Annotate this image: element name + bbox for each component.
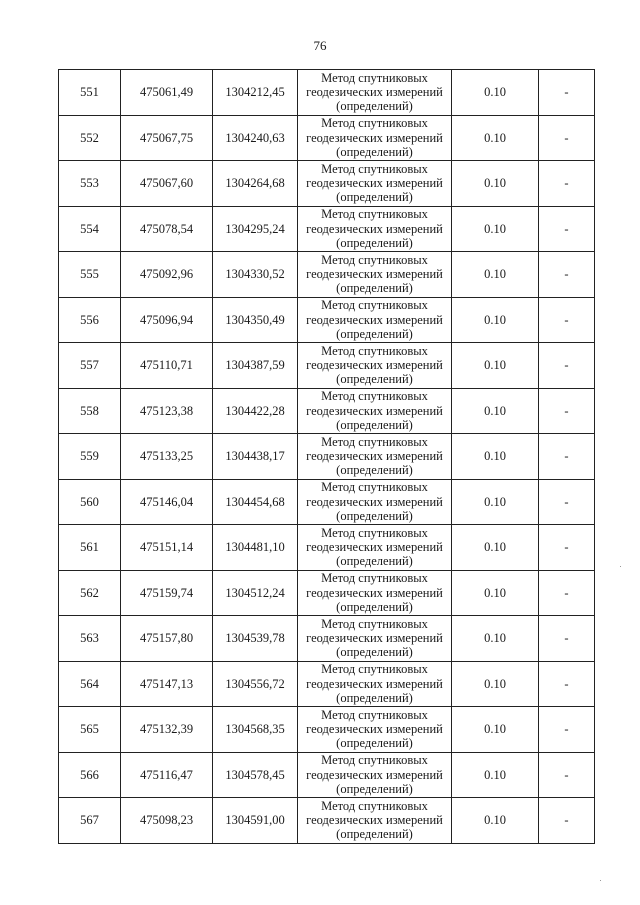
method-text-line: геодезических измерений <box>306 176 443 191</box>
accuracy-cell: 0.10 <box>452 707 539 753</box>
x-coordinate-cell: 475098,23 <box>121 798 213 844</box>
method-cell <box>298 707 452 753</box>
point-number-cell: 555 <box>59 252 121 298</box>
method-text-line: геодезических измерений <box>306 403 443 418</box>
method-text-line: Метод спутниковых <box>321 343 428 358</box>
method-cell <box>298 479 452 525</box>
method-text-line: (определений) <box>336 690 413 705</box>
method-text-line: (определений) <box>336 463 413 478</box>
point-number-cell: 553 <box>59 161 121 207</box>
dash-cell: - <box>539 206 595 252</box>
x-coordinate-cell: 475147,13 <box>121 661 213 707</box>
table-row <box>59 388 595 434</box>
method-text-line: геодезических измерений <box>306 676 443 691</box>
dash-cell: - <box>539 616 595 662</box>
method-text-line: Метод спутниковых <box>321 571 428 586</box>
method-cell <box>298 616 452 662</box>
method-text-line: геодезических измерений <box>306 585 443 600</box>
method-text-line: геодезических измерений <box>306 494 443 509</box>
page-number: 76 <box>313 38 327 53</box>
method-text-line: (определений) <box>336 417 413 432</box>
accuracy-cell: 0.10 <box>452 252 539 298</box>
coordinates-table <box>58 69 595 844</box>
scan-speck <box>620 566 621 567</box>
x-coordinate-cell: 475067,60 <box>121 161 213 207</box>
method-text-line: Метод спутниковых <box>321 753 428 768</box>
method-text-line: (определений) <box>336 144 413 159</box>
point-number-cell: 557 <box>59 343 121 389</box>
method-text-line: геодезических измерений <box>306 130 443 145</box>
table-row <box>59 252 595 298</box>
y-coordinate-cell: 1304591,00 <box>213 798 298 844</box>
dash-cell: - <box>539 297 595 343</box>
dash-cell: - <box>539 434 595 480</box>
method-cell <box>298 661 452 707</box>
method-cell <box>298 70 452 116</box>
table-row <box>59 343 595 389</box>
dash-cell: - <box>539 115 595 161</box>
table-row <box>59 661 595 707</box>
point-number-cell: 556 <box>59 297 121 343</box>
y-coordinate-cell: 1304438,17 <box>213 434 298 480</box>
method-text-line: геодезических измерений <box>306 358 443 373</box>
table-row <box>59 206 595 252</box>
method-text-line: геодезических измерений <box>306 267 443 282</box>
accuracy-cell: 0.10 <box>452 70 539 116</box>
y-coordinate-cell: 1304568,35 <box>213 707 298 753</box>
table-row <box>59 70 595 116</box>
scan-speck <box>600 880 601 881</box>
dash-cell: - <box>539 707 595 753</box>
dash-cell: - <box>539 525 595 571</box>
accuracy-cell: 0.10 <box>452 115 539 161</box>
accuracy-cell: 0.10 <box>452 161 539 207</box>
method-text-line: Метод спутниковых <box>321 434 428 449</box>
accuracy-cell: 0.10 <box>452 616 539 662</box>
x-coordinate-cell: 475116,47 <box>121 752 213 798</box>
method-text-line: Метод спутниковых <box>321 707 428 722</box>
y-coordinate-cell: 1304264,68 <box>213 161 298 207</box>
method-text-line: геодезических измерений <box>306 722 443 737</box>
coordinates-table-body <box>59 70 595 844</box>
method-text-line: Метод спутниковых <box>321 616 428 631</box>
x-coordinate-cell: 475067,75 <box>121 115 213 161</box>
method-text-line: Метод спутниковых <box>321 70 428 85</box>
y-coordinate-cell: 1304330,52 <box>213 252 298 298</box>
y-coordinate-cell: 1304240,63 <box>213 115 298 161</box>
accuracy-cell: 0.10 <box>452 388 539 434</box>
method-text-line: Метод спутниковых <box>321 525 428 540</box>
method-text-line: (определений) <box>336 508 413 523</box>
point-number-cell: 565 <box>59 707 121 753</box>
y-coordinate-cell: 1304212,45 <box>213 70 298 116</box>
point-number-cell: 552 <box>59 115 121 161</box>
y-coordinate-cell: 1304481,10 <box>213 525 298 571</box>
point-number-cell: 566 <box>59 752 121 798</box>
table-row <box>59 297 595 343</box>
dash-cell: - <box>539 388 595 434</box>
point-number-cell: 554 <box>59 206 121 252</box>
accuracy-cell: 0.10 <box>452 479 539 525</box>
method-text-line: Метод спутниковых <box>321 662 428 677</box>
y-coordinate-cell: 1304350,49 <box>213 297 298 343</box>
x-coordinate-cell: 475123,38 <box>121 388 213 434</box>
method-cell <box>298 161 452 207</box>
x-coordinate-cell: 475146,04 <box>121 479 213 525</box>
method-text-line: (определений) <box>336 190 413 205</box>
table-row <box>59 752 595 798</box>
x-coordinate-cell: 475133,25 <box>121 434 213 480</box>
x-coordinate-cell: 475078,54 <box>121 206 213 252</box>
method-cell <box>298 206 452 252</box>
dash-cell: - <box>539 661 595 707</box>
x-coordinate-cell: 475061,49 <box>121 70 213 116</box>
y-coordinate-cell: 1304539,78 <box>213 616 298 662</box>
method-text-line: Метод спутниковых <box>321 298 428 313</box>
method-text-line: (определений) <box>336 326 413 341</box>
method-cell <box>298 525 452 571</box>
x-coordinate-cell: 475096,94 <box>121 297 213 343</box>
y-coordinate-cell: 1304295,24 <box>213 206 298 252</box>
point-number-cell: 564 <box>59 661 121 707</box>
point-number-cell: 561 <box>59 525 121 571</box>
x-coordinate-cell: 475159,74 <box>121 570 213 616</box>
method-text-line: (определений) <box>336 235 413 250</box>
method-text-line: геодезических измерений <box>306 221 443 236</box>
y-coordinate-cell: 1304387,59 <box>213 343 298 389</box>
method-text-line: (определений) <box>336 599 413 614</box>
table-row <box>59 616 595 662</box>
method-text-line: геодезических измерений <box>306 767 443 782</box>
table-row <box>59 115 595 161</box>
method-text-line: геодезических измерений <box>306 540 443 555</box>
method-text-line: (определений) <box>336 554 413 569</box>
x-coordinate-cell: 475110,71 <box>121 343 213 389</box>
method-text-line: геодезических измерений <box>306 312 443 327</box>
dash-cell: - <box>539 479 595 525</box>
x-coordinate-cell: 475132,39 <box>121 707 213 753</box>
method-text-line: Метод спутниковых <box>321 207 428 222</box>
table-row <box>59 434 595 480</box>
point-number-cell: 560 <box>59 479 121 525</box>
dash-cell: - <box>539 252 595 298</box>
method-text-line: Метод спутниковых <box>321 798 428 813</box>
method-text-line: (определений) <box>336 372 413 387</box>
x-coordinate-cell: 475151,14 <box>121 525 213 571</box>
y-coordinate-cell: 1304578,45 <box>213 752 298 798</box>
method-text-line: Метод спутниковых <box>321 389 428 404</box>
table-row <box>59 570 595 616</box>
table-row <box>59 798 595 844</box>
dash-cell: - <box>539 161 595 207</box>
point-number-cell: 563 <box>59 616 121 662</box>
accuracy-cell: 0.10 <box>452 206 539 252</box>
accuracy-cell: 0.10 <box>452 570 539 616</box>
method-cell <box>298 798 452 844</box>
dash-cell: - <box>539 798 595 844</box>
method-cell <box>298 115 452 161</box>
point-number-cell: 558 <box>59 388 121 434</box>
dash-cell: - <box>539 570 595 616</box>
point-number-cell: 551 <box>59 70 121 116</box>
accuracy-cell: 0.10 <box>452 434 539 480</box>
point-number-cell: 562 <box>59 570 121 616</box>
dash-cell: - <box>539 70 595 116</box>
method-text-line: геодезических измерений <box>306 449 443 464</box>
accuracy-cell: 0.10 <box>452 343 539 389</box>
method-text-line: (определений) <box>336 781 413 796</box>
method-cell <box>298 343 452 389</box>
method-text-line: Метод спутниковых <box>321 252 428 267</box>
method-cell <box>298 252 452 298</box>
y-coordinate-cell: 1304422,28 <box>213 388 298 434</box>
method-text-line: (определений) <box>336 827 413 842</box>
table-row <box>59 525 595 571</box>
method-cell <box>298 297 452 343</box>
accuracy-cell: 0.10 <box>452 798 539 844</box>
table-row <box>59 479 595 525</box>
method-text-line: Метод спутниковых <box>321 480 428 495</box>
method-text-line: (определений) <box>336 645 413 660</box>
method-text-line: Метод спутниковых <box>321 116 428 131</box>
method-text-line: геодезических измерений <box>306 813 443 828</box>
accuracy-cell: 0.10 <box>452 525 539 571</box>
x-coordinate-cell: 475157,80 <box>121 616 213 662</box>
table-row <box>59 707 595 753</box>
method-text-line: Метод спутниковых <box>321 161 428 176</box>
x-coordinate-cell: 475092,96 <box>121 252 213 298</box>
y-coordinate-cell: 1304454,68 <box>213 479 298 525</box>
y-coordinate-cell: 1304512,24 <box>213 570 298 616</box>
method-text-line: (определений) <box>336 736 413 751</box>
accuracy-cell: 0.10 <box>452 752 539 798</box>
table-row <box>59 161 595 207</box>
method-text-line: (определений) <box>336 99 413 114</box>
point-number-cell: 559 <box>59 434 121 480</box>
method-cell <box>298 388 452 434</box>
method-cell <box>298 570 452 616</box>
method-text-line: геодезических измерений <box>306 631 443 646</box>
y-coordinate-cell: 1304556,72 <box>213 661 298 707</box>
point-number-cell: 567 <box>59 798 121 844</box>
accuracy-cell: 0.10 <box>452 297 539 343</box>
accuracy-cell: 0.10 <box>452 661 539 707</box>
method-cell <box>298 752 452 798</box>
dash-cell: - <box>539 343 595 389</box>
dash-cell: - <box>539 752 595 798</box>
method-text-line: геодезических измерений <box>306 85 443 100</box>
method-cell <box>298 434 452 480</box>
method-text-line: (определений) <box>336 281 413 296</box>
